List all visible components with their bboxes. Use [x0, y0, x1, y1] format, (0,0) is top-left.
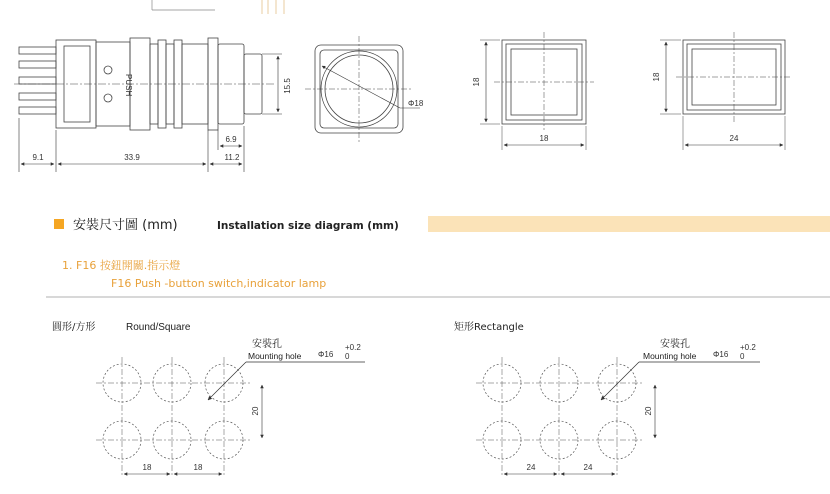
dim-15-5-text: 15.5	[283, 78, 292, 94]
right-tol-up: +0.2	[740, 343, 756, 352]
sq-h-text: 18	[472, 77, 481, 87]
left-tol-down: 0	[345, 352, 350, 361]
switch-side-view	[14, 38, 275, 130]
left-hole-dim: Φ16	[318, 350, 334, 359]
item-line-2: F16 Push -button switch,indicator lamp	[111, 277, 327, 290]
right-hole-grid	[476, 357, 760, 476]
right-hole-en: Mounting hole	[643, 351, 697, 361]
rect-w-text: 24	[729, 134, 739, 143]
dim-33-9-text: 33.9	[124, 153, 140, 162]
top-cropped-lines	[152, 0, 284, 14]
dim-11-2-text: 11.2	[224, 153, 240, 162]
rect-h-text: 18	[652, 72, 661, 82]
right-hole-cn: 安裝孔	[660, 339, 690, 350]
right-h-dim-2: 24	[583, 463, 593, 472]
right-h-dim-1: 24	[526, 463, 536, 472]
phi18-text: Φ18	[408, 99, 424, 108]
dim-bottom	[19, 118, 244, 172]
section-title-cn: 安裝尺寸圖 (mm)	[73, 218, 178, 233]
front-view-rectangle	[660, 32, 792, 150]
front-view-round	[305, 36, 420, 142]
item-line-1: 1. F16 按鈕開關.指示燈	[62, 259, 181, 272]
right-hole-dim: Φ16	[713, 350, 729, 359]
sq-w-text: 18	[539, 134, 549, 143]
section-bullet	[54, 219, 64, 229]
right-label: 矩形Rectangle	[454, 322, 524, 333]
left-tol-up: +0.2	[345, 343, 361, 352]
section-title-en: Installation size diagram (mm)	[217, 220, 399, 232]
left-hole-cn: 安裝孔	[252, 339, 282, 350]
front-view-square	[480, 32, 594, 150]
dim-9-1-text: 9.1	[32, 153, 44, 162]
left-hole-en: Mounting hole	[248, 351, 302, 361]
left-label-en: Round/Square	[126, 322, 191, 333]
left-v-dim: 20	[251, 406, 260, 416]
section-bar	[428, 216, 830, 232]
right-tol-down: 0	[740, 352, 745, 361]
left-h-dim-1: 18	[142, 463, 152, 472]
left-hole-grid	[96, 357, 365, 476]
left-h-dim-2: 18	[193, 463, 203, 472]
push-label: PUSH	[124, 74, 133, 97]
left-label-cn: 圓形/方形	[52, 322, 96, 333]
right-v-dim: 20	[644, 406, 653, 416]
dim-6-9-text: 6.9	[225, 135, 237, 144]
